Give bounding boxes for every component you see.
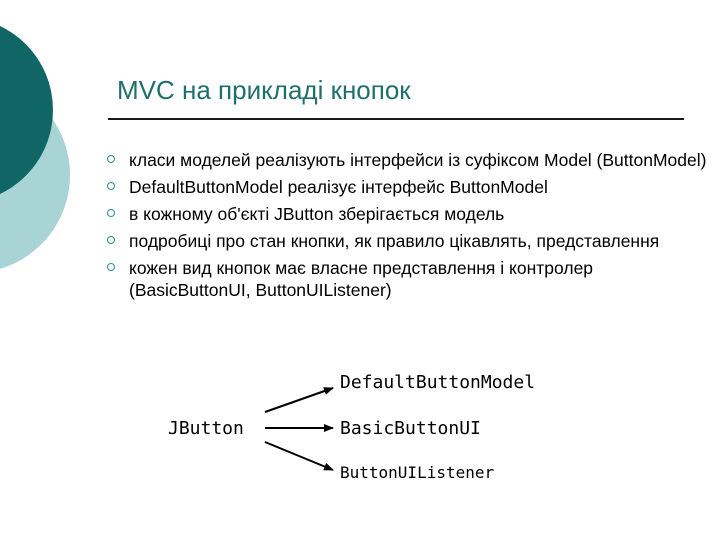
bullet-text: в кожному об'єкті JButton зберігається модель: [129, 204, 505, 224]
bullet-text: подробиці про стан кнопки, як правило цікавлять, представлення: [129, 231, 660, 251]
diagram-node-basic-button-ui: BasicButtonUI: [340, 418, 481, 439]
arrow-to-button-ui-listener: [265, 442, 333, 470]
bullet-text: класи моделей реалізують інтерфейси із суфіксом Model (ButtonModel): [129, 150, 707, 170]
bullet-text: DefaultButtonModel реалізує інтерфейс ButtonModel: [129, 177, 548, 197]
diagram-node-default-button-model: DefaultButtonModel: [340, 372, 536, 393]
bullet-text: кожен вид кнопок має власне представлення і контролер (BasicButtonUI, ButtonUIListener): [129, 258, 594, 300]
arrow-to-default-button-model: [265, 388, 333, 412]
diagram-node-button-ui-listener: ButtonUIListener: [340, 463, 495, 482]
slide-title: MVC на прикладі кнопок: [117, 75, 411, 105]
diagram-node-jbutton: JButton: [168, 418, 244, 439]
